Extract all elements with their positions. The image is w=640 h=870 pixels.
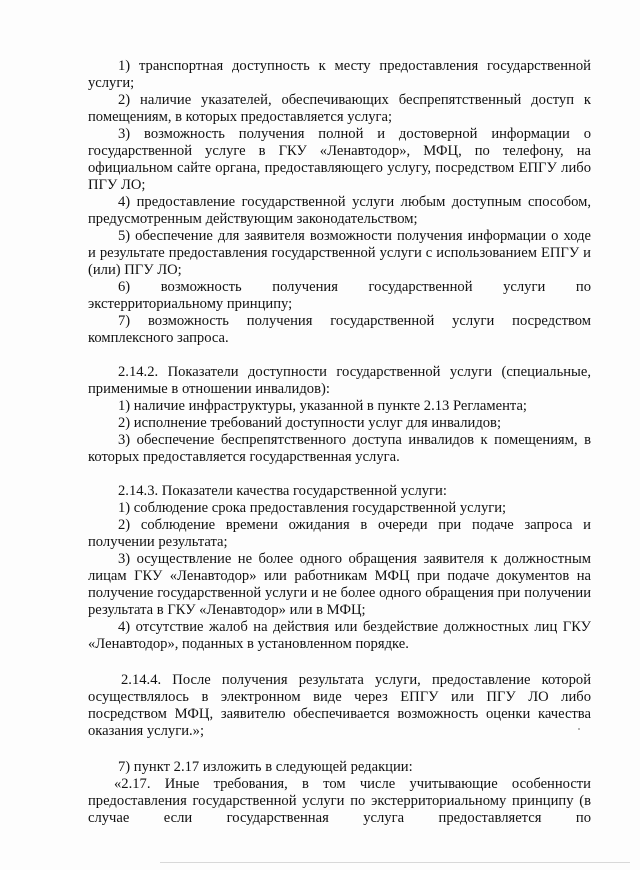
paragraph-item-2: 2) наличие указателей, обеспечивающих беспрепятственный доступ к помещениям, в которых предоставляется услуга; [88,92,591,125]
paragraph-item-2-14-3-4: 4) отсутствие жалоб на действия или бездействие должностных лиц ГКУ «Ленавтодор», поданных в установленном порядке. [88,619,591,652]
section-2-17: «2.17. Иные требования, в том числе учитывающие особенности предоставления государственной услуги по экстерриториальному принципу (в случае если государственная услуга предоставляется по [88,776,591,826]
amendment-item-7: 7) пункт 2.17 изложить в следующей редакции: [118,759,413,775]
document-body [88,58,591,827]
paragraph-item-6: 6) возможность получения государственной услуги по экстерриториальному принципу; [88,279,591,312]
paragraph-item-2-14-2-1: 1) наличие инфраструктуры, указанной в пункте 2.13 Регламента; [118,398,527,414]
paragraph-item-2-14-2-3: 3) обеспечение беспрепятственного доступа инвалидов к помещениям, в которых предоставляется государственная услуга. [88,432,591,465]
paragraph-item-2-14-3-2: 2) соблюдение времени ожидания в очереди при подаче запроса и получении результата; [88,517,591,550]
paragraph-item-3: 3) возможность получения полной и достоверной информации о государственной услуге в ГКУ «Ленавтодор», МФЦ, по телефону, на официальном сайте органа, предоставляющего услугу, посредством ЕПГУ либо ПГУ ЛО; [88,126,591,193]
scan-edge-line [160,862,630,863]
paragraph-item-2-14-3-3: 3) осуществление не более одного обращения заявителя к должностным лицам ГКУ «Ленавтодор» или работникам МФЦ при подаче документов на получение государственной услуги и не более одного обращения при получении результата в ГКУ «Ленавтодор» или в МФЦ; [88,551,591,618]
paragraph-item-1: 1) транспортная доступность к месту предоставления государственной услуги; [88,58,591,91]
paragraph-item-4: 4) предоставление государственной услуги любым доступным способом, предусмотренным действующим законодательством; [88,194,591,227]
section-2-14-4: 2.14.4. После получения результата услуги, предоставление которой осуществлялось в электронном виде через ЕПГУ или ПГУ ЛО либо посредством МФЦ, заявителю обеспечивается возможность оценки качества оказания услуги.»; [88,672,591,739]
paragraph-item-2-14-3-1: 1) соблюдение срока предоставления государственной услуги; [118,500,507,516]
section-2-14-2: 2.14.2. Показатели доступности государственной услуги (специальные, применимые в отношении инвалидов): [88,364,591,397]
paragraph-item-7: 7) возможность получения государственной услуги посредством комплексного запроса. [88,313,591,346]
paragraph-item-2-14-2-2: 2) исполнение требований доступности услуг для инвалидов; [118,415,502,431]
scan-speck [578,728,580,730]
section-2-14-3: 2.14.3. Показатели качества государственной услуги: [118,483,447,499]
paragraph-item-5: 5) обеспечение для заявителя возможности получения информации о ходе и результате предоставления государственной услуги с использованием ЕПГУ и (или) ПГУ ЛО; [88,228,591,278]
